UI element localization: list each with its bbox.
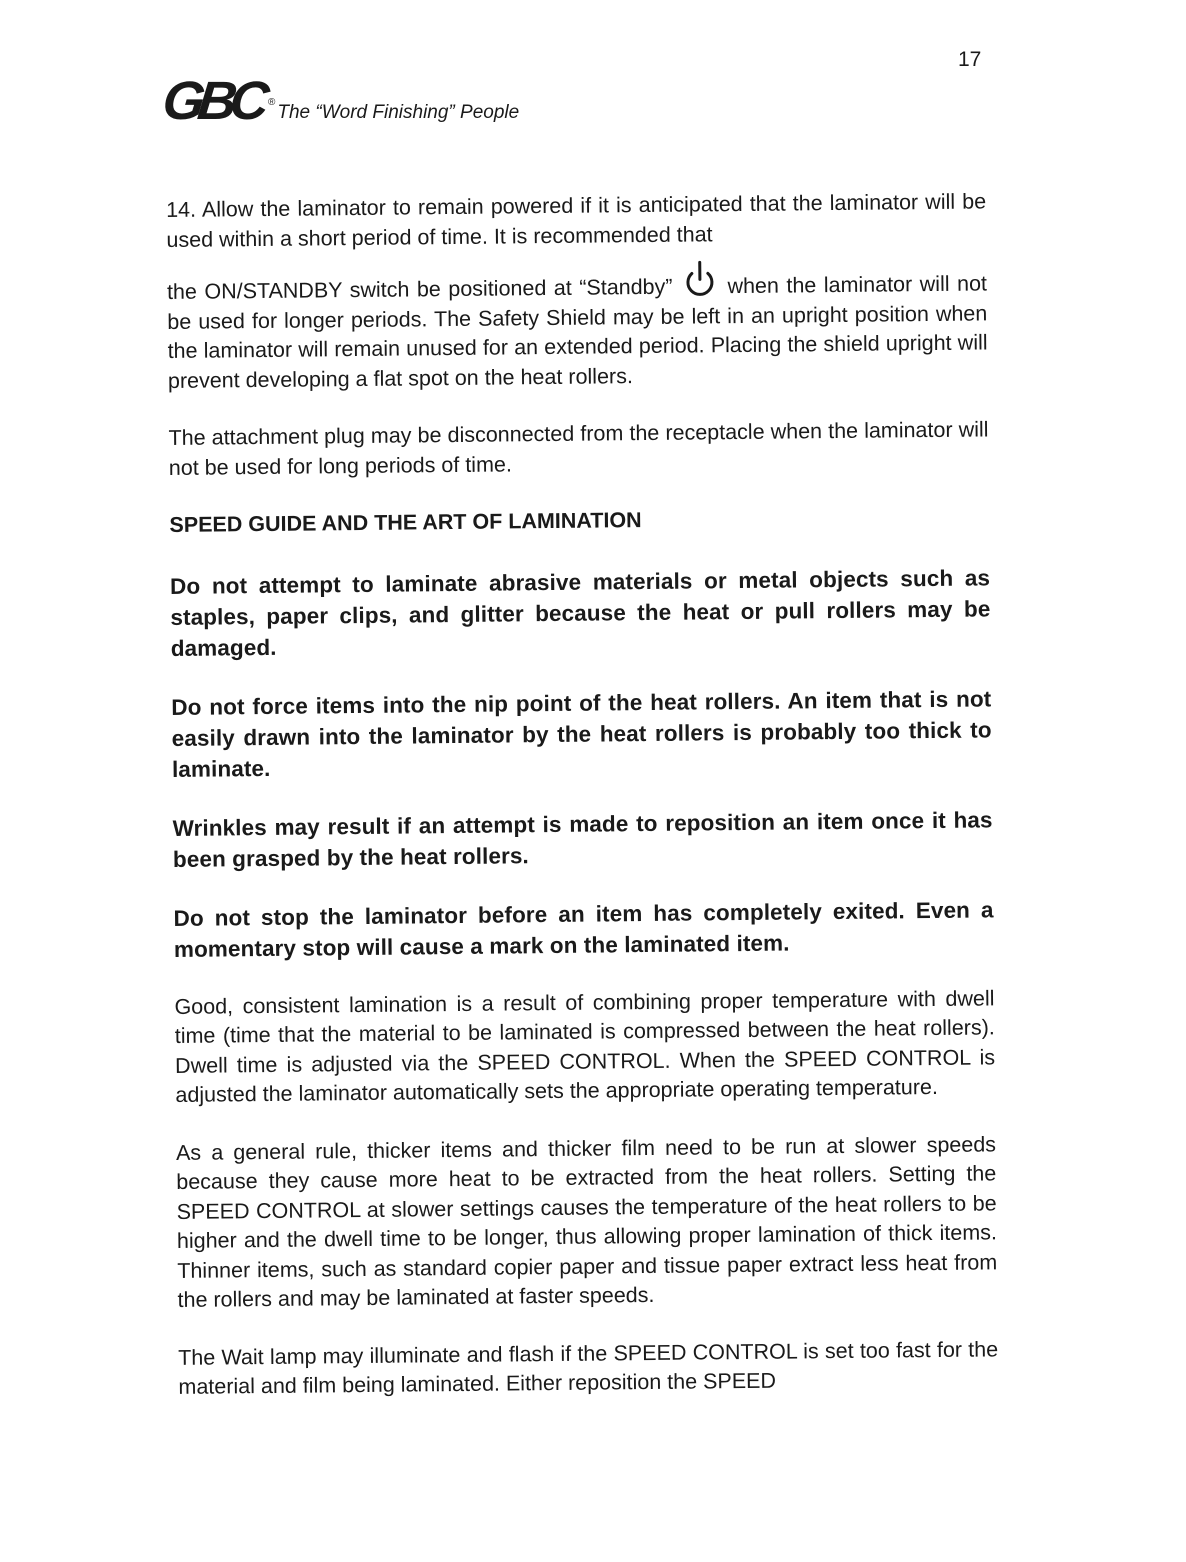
page-number: 17 [958,48,982,71]
warning-stop: Do not stop the laminator before an item has completely exited. Even a momentary stop will cause a mark on the laminated item. [173,896,994,962]
standby-sentence-end: when the laminator will not be used for longer periods. The Safety Shield may be left in an upright position when the laminator will remain unused for an extended period. Placing the shield upright will prevent developing a flat spot on the heat rollers. [167,271,988,393]
power-standby-icon [682,259,718,299]
paragraph-dwell-time: Good, consistent lamination is a result of combining proper temperature with dwell time (time that the material to be laminated is compressed between the heat rollers). Dwell time is adjusted via the SPEED CONTROL. When the SPEED CONTROL is adjusted the laminator automatically sets the appropriate operating temperature. [174,985,996,1107]
header-branding [159,71,520,131]
standby-sentence-start: the ON/STANDBY switch be positioned at “Standby” [166,274,673,304]
registered-mark: ® [268,97,276,108]
tagline: The “Word Finishing” People [277,102,520,123]
warning-wrinkles: Wrinkles may result if an attempt is made to reposition an item once it has been grasped by the heat rollers. [172,806,993,872]
section-heading: SPEED GUIDE AND THE ART OF LAMINATION [169,508,642,537]
section-14-text-b [167,256,988,396]
plug-note: The attachment plug may be disconnected from the receptacle when the laminator will not be used for long periods of time. [168,417,989,480]
warning-abrasive: Do not attempt to laminate abrasive materials or metal objects such as staples, paper clips, and glitter because the heat or pull rollers may be damaged. [169,564,991,661]
section-14-text-a: 14. Allow the laminator to remain powered if it is anticipated that the laminator will be used within a short period of time. It is recommended that [166,189,987,252]
document-body [166,187,999,1430]
warning-nip-point: Do not force items into the nip point of the heat rollers. An item that is not easily drawn into the laminator by the heat rollers is probably too thick to laminate. [171,685,992,782]
paragraph-wait-lamp: The Wait lamp may illuminate and flash if the SPEED CONTROL is set too fast for the material and film being laminated. Either reposition the SPEED [178,1336,999,1399]
paragraph-general-rule: As a general rule, thicker items and thicker film need to be run at slower speeds because they cause more heat to be extracted from the heat rollers. Setting the SPEED CONTROL at slower settings causes the temperature of the heat rollers to be higher and the dwell time to be longer, thus allowing proper lamination of thick items. Thinner items, such as standard copier paper and tissue paper extract less heat from the rollers and may be laminated at faster speeds. [175,1131,998,1312]
gbc-logo: GBC [159,71,266,131]
